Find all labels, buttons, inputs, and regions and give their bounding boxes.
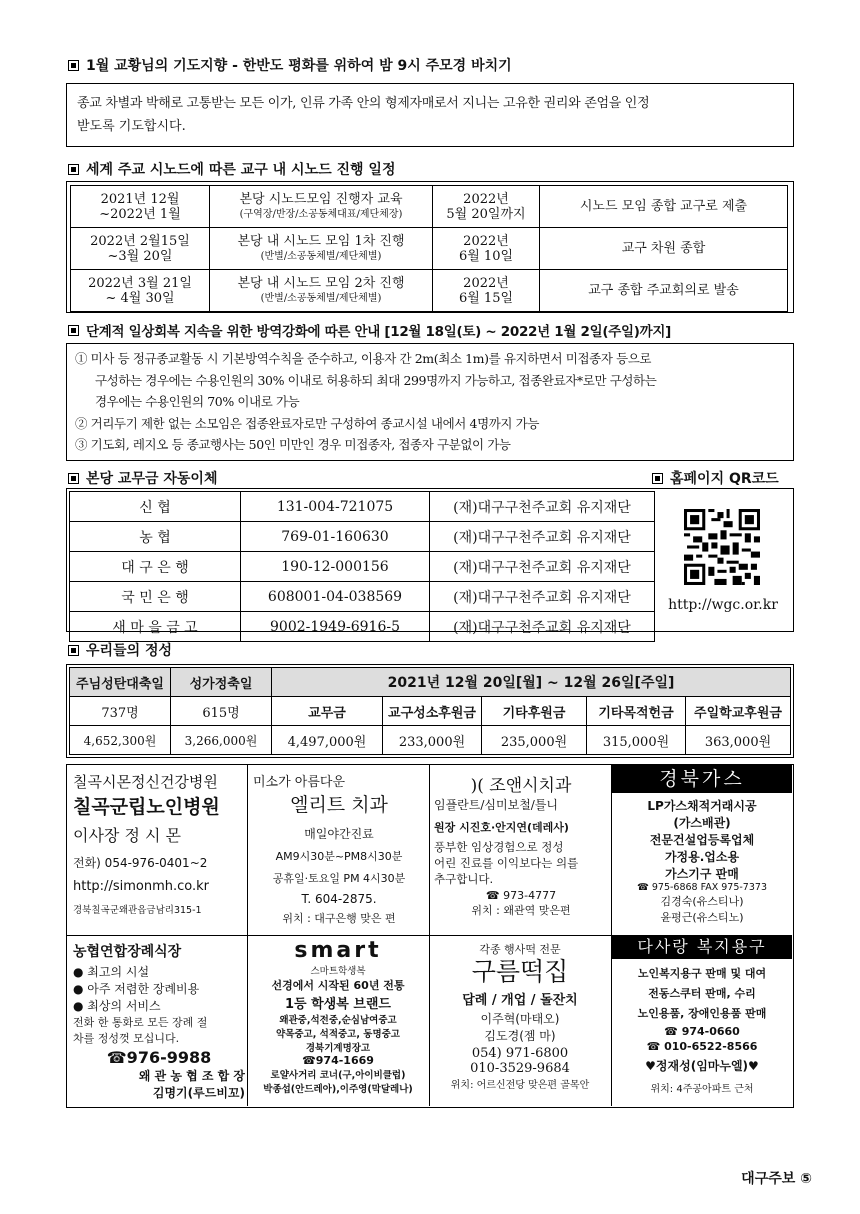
covid-title: 단계적 일상회복 지속을 위한 방역강화에 따른 안내 [12월 18일(토) ~ 2022년 1월 2일(주일)까지]	[86, 324, 671, 340]
ad-text: 차를 정성껏 모십니다.	[73, 1032, 180, 1045]
ad-text: 각종 행사떡 전문	[479, 943, 561, 956]
qr-title: 홈페이지 QR코드	[670, 471, 779, 487]
due-year: 2022년	[463, 233, 509, 249]
intent-line-1: 종교 차별과 박해로 고통받는 모든 이가, 인류 가족 안의 형제자매로서 지니는 고유한 권리와 존엄을 인정	[77, 96, 650, 111]
ad-text: 경북칠곡군왜관읍금남리315-1	[73, 905, 202, 916]
ad-text: 로얄사거리 코너(구,아이비클럽)	[270, 1070, 406, 1081]
transfer-box	[66, 488, 794, 636]
ad-dental-joan	[434, 771, 608, 933]
amount: 315,000원	[587, 726, 686, 755]
ad-text: ☎976-9988	[106, 1048, 212, 1067]
period-start: 2021년 12월	[100, 191, 180, 207]
ad-text: ☎ 974-0660	[664, 1025, 740, 1038]
covid-line: 경우에는 수용인원의 70% 이내로 가능	[95, 394, 300, 409]
bank-name: 대 구 은 행	[70, 552, 241, 582]
ads-grid	[66, 764, 794, 1108]
bullet-square-icon	[68, 473, 79, 484]
ad-text: 노인복지용구 판매 및 대여	[637, 967, 767, 980]
qr-heading	[652, 468, 779, 488]
table-row	[70, 552, 655, 582]
table-row	[71, 186, 788, 228]
account-number: 9002-1949-6916-5	[241, 612, 430, 642]
due-date: 6월 15일	[458, 290, 514, 306]
covid-line: ③ 기도회, 레지오 등 종교행사는 50인 미만인 경우 미접종자, 접종자 구분없이 가능	[75, 437, 511, 452]
ad-text: 전화) 054-976-0401~2	[73, 856, 208, 870]
period-end: ~3월 20일	[107, 248, 173, 264]
task-sub: (반별/소공동체별/제단체별)	[260, 292, 382, 304]
due-year: 2022년	[463, 191, 509, 207]
period-end: ~2022년 1월	[99, 206, 181, 222]
page-footer: 대구주보 ⑤	[741, 1171, 812, 1187]
ad-text: smart	[294, 939, 382, 963]
ad-text: 어린 진료를 이익보다는 의를	[434, 856, 579, 870]
col-family: 성가정축일	[171, 668, 272, 697]
ad-text: 구름떡집	[471, 957, 569, 986]
ad-text: 윤평근(유스티노)	[660, 911, 744, 924]
ad-text: 왜 관 농 협 조 합 장	[138, 1069, 245, 1083]
result: 시노드 모임 종합 교구로 제출	[540, 186, 788, 228]
ad-text: 위치 : 대구은행 맞은 편	[282, 912, 396, 925]
col-christmas: 주님성탄대축일	[70, 668, 171, 697]
ad-text: )( 조앤시치과	[470, 776, 572, 796]
ad-text: ☎ 975-6868 FAX 975-7373	[637, 882, 767, 893]
task: 본당 시노드모임 진행자 교육	[239, 191, 403, 207]
ad-text: 위치: 어르신전당 맞은편 골목안	[450, 1080, 590, 1091]
table-row	[70, 697, 791, 726]
amount: 363,000원	[686, 726, 791, 755]
ad-text: 매일야간진료	[304, 827, 374, 841]
ad-text: 농협연합장례식장	[73, 944, 182, 960]
covid-line: ② 거리두기 제한 없는 소모임은 접종완료자로만 구성하여 종교시설 내에서 4명까지 가능	[75, 415, 540, 431]
amount: 4,652,300원	[70, 726, 171, 755]
period-end: ~ 4월 30일	[105, 290, 175, 306]
ad-text: 스마트학생복	[310, 966, 366, 977]
task: 본당 내 시노드 모임 1차 진행	[237, 233, 405, 249]
table-row	[70, 582, 655, 612]
ad-text: 노인용품, 장애인용품 판매	[637, 1007, 767, 1020]
table-row	[70, 612, 655, 642]
ad-text: 칠곡시몬정신건강병원	[73, 773, 218, 791]
ad-text: T. 604-2875.	[301, 892, 377, 906]
ad-text: 위치 : 왜관역 맞은편	[471, 904, 571, 917]
amount: 235,000원	[482, 726, 587, 755]
result: 교구 차원 종합	[540, 228, 788, 270]
col-header: 교구성소후원금	[383, 697, 482, 726]
ad-text: ☎ 010-6522-8566	[646, 1040, 758, 1053]
ad-text: 김명기(루드비꼬)	[152, 1086, 245, 1100]
ad-rice-cake	[431, 941, 609, 1103]
covid-line: 구성하는 경우에는 수용인원의 30% 이내로 허용하되 최대 299명까지 가능하고, 접종완료자*로만 구성하는	[95, 372, 657, 388]
bank-name: 신 협	[70, 492, 241, 522]
ad-text: 전동스쿠터 판매, 수리	[648, 987, 756, 1000]
account-number: 131-004-721075	[241, 492, 430, 522]
transfer-title: 본당 교무금 자동이체	[86, 471, 218, 487]
covid-box	[66, 343, 794, 461]
ad-text: LP가스채적거래시공	[647, 799, 757, 813]
ad-text: 010-3529-9684	[470, 1061, 570, 1076]
bullet-square-icon	[68, 325, 79, 336]
ad-text: ● 최상의 서비스	[73, 999, 161, 1013]
offering-title: 우리들의 정성	[86, 643, 173, 659]
bank-name: 농 협	[70, 522, 241, 552]
christmas-count: 737명	[70, 697, 171, 726]
ad-smart-uniform	[249, 939, 427, 1105]
ad-gas	[612, 765, 792, 935]
amount: 3,266,000원	[171, 726, 272, 755]
period-start: 2022년 3월 21일	[88, 275, 192, 291]
table-row	[70, 492, 655, 522]
homepage-url[interactable]: http://wgc.or.kr	[668, 597, 778, 613]
qr-code-icon[interactable]	[684, 509, 760, 585]
ad-text: 미소가 아름다운	[253, 775, 346, 790]
ad-text: 위치: 4주공아파트 근처	[650, 1084, 754, 1095]
family-count: 615명	[171, 697, 272, 726]
ad-text: 전화 한 통화로 모든 장례 절	[73, 1016, 208, 1029]
col-header: 기타목적헌금	[587, 697, 686, 726]
ad-text: 전문건설업등록업체	[649, 833, 755, 847]
account-holder: (재)대구구천주교회 유지재단	[430, 612, 655, 642]
table-row	[70, 726, 791, 755]
account-holder: (재)대구구천주교회 유지재단	[430, 552, 655, 582]
result: 교구 종합 주교회의로 발송	[540, 270, 788, 312]
ad-text: 경북기계명장고	[305, 1043, 371, 1054]
ad-text: ● 아주 저렴한 장례비용	[73, 982, 200, 996]
ad-text: 경북가스	[612, 765, 792, 793]
synod-title: 세계 주교 시노드에 따른 교구 내 시노드 진행 일정	[86, 162, 396, 178]
ad-text: 원장 시진호·안지연(데레사)	[434, 821, 569, 834]
ad-text: 박종섭(안드레아),이주영(막달레나)	[263, 1084, 413, 1095]
task-sub: (구역장/반장/소공동체대표/제단체장)	[239, 208, 403, 220]
bullet-square-icon	[652, 473, 663, 484]
period-start: 2022년 2월15일	[90, 233, 190, 249]
covid-line: ① 미사 등 정규종교활동 시 기본방역수칙을 준수하고, 이용자 간 2m(최소 1m)를 유지하면서 미접종자 등으로	[75, 351, 652, 366]
account-holder: (재)대구구천주교회 유지재단	[430, 522, 655, 552]
col-header: 기타후원금	[482, 697, 587, 726]
ad-text: ● 최고의 시설	[73, 965, 150, 979]
ad-text: 가정용.업소용	[664, 850, 740, 864]
ad-dental-elite	[253, 771, 425, 933]
transfer-heading	[68, 468, 217, 488]
ad-text: 약목중고, 석적중고, 동명중고	[276, 1029, 400, 1040]
ad-text: 임플란트/심미보철/틀니	[434, 798, 559, 812]
ad-text: 칠곡군립노인병원	[73, 796, 220, 818]
bullet-square-icon	[68, 60, 79, 71]
ad-text: 김도경(젬 마)	[484, 1029, 556, 1043]
ad-text: http://simonmh.co.kr	[73, 879, 209, 894]
ad-text: 다사랑 복지용구	[612, 935, 792, 959]
bullet-square-icon	[68, 164, 79, 175]
ad-text: ♥정재성(임마누엘)♥	[645, 1059, 759, 1073]
col-header: 주일학교후원금	[686, 697, 791, 726]
due-year: 2022년	[463, 275, 509, 291]
task: 본당 내 시노드 모임 2차 진행	[237, 275, 405, 291]
ad-text: ☎974-1669	[302, 1054, 374, 1067]
offering-box	[66, 664, 794, 758]
table-row	[70, 522, 655, 552]
ad-text: (가스배관)	[673, 816, 731, 830]
intent-title: 1월 교황님의 기도지향 - 한반도 평화를 위하여 밤 9시 주모경 바치기	[86, 58, 512, 74]
ad-text: 추구합니다.	[434, 872, 494, 886]
ad-text: 엘리트 치과	[290, 794, 388, 816]
intent-line-2: 받도록 기도합시다.	[77, 119, 186, 134]
ad-text: 1등 학생복 브랜드	[284, 997, 391, 1012]
ad-text: 풍부한 임상경험으로 정성	[434, 840, 564, 854]
task-sub: (반별/소공동체별/제단체별)	[260, 250, 382, 262]
ad-welfare-equipment	[612, 935, 792, 1106]
col-period: 2021년 12월 20일[월] ~ 12월 26일[주일]	[272, 668, 791, 697]
col-header: 교무금	[272, 697, 383, 726]
ad-text: 공휴일·토요일 PM 4시30분	[272, 872, 406, 885]
ad-text: 가스기구 판매	[665, 867, 739, 881]
ad-text: 김경숙(유스티나)	[660, 895, 744, 908]
amount: 233,000원	[383, 726, 482, 755]
table-row	[71, 270, 788, 312]
bank-table	[69, 491, 655, 642]
ad-text: AM9시30분~PM8시30분	[275, 850, 403, 863]
bank-name: 새 마 을 금 고	[70, 612, 241, 642]
due-date: 6월 10일	[458, 248, 514, 264]
bullet-square-icon	[68, 645, 79, 656]
intent-heading	[68, 55, 512, 75]
synod-box	[66, 181, 794, 313]
synod-table	[70, 185, 788, 312]
account-number: 608001-04-038569	[241, 582, 430, 612]
ad-text: 054) 971-6800	[471, 1046, 569, 1061]
table-row	[70, 668, 791, 697]
table-row	[71, 228, 788, 270]
account-number: 190-12-000156	[241, 552, 430, 582]
ad-funeral	[73, 941, 245, 1103]
synod-heading	[68, 159, 395, 179]
account-holder: (재)대구구천주교회 유지재단	[430, 492, 655, 522]
covid-text	[75, 348, 785, 456]
ad-text: 선경에서 시작된 60년 전통	[271, 979, 405, 992]
offering-table	[69, 667, 791, 755]
ad-text: 왜관중,석전중,순심남여중고	[279, 1015, 397, 1026]
ad-text: ☎ 973-4777	[485, 889, 557, 902]
bank-name: 국 민 은 행	[70, 582, 241, 612]
account-holder: (재)대구구천주교회 유지재단	[430, 582, 655, 612]
account-number: 769-01-160630	[241, 522, 430, 552]
due-date: 5월 20일까지	[446, 206, 526, 222]
ad-text: 답례 / 개업 / 돌잔치	[462, 993, 578, 1008]
ad-text: 이주혁(마태오)	[480, 1012, 560, 1026]
amount: 4,497,000원	[272, 726, 383, 755]
covid-heading	[68, 320, 671, 340]
ad-hospital	[73, 771, 245, 933]
offering-heading	[68, 640, 172, 660]
intent-box	[66, 83, 794, 147]
ad-text: 이사장 정 시 몬	[73, 826, 181, 845]
